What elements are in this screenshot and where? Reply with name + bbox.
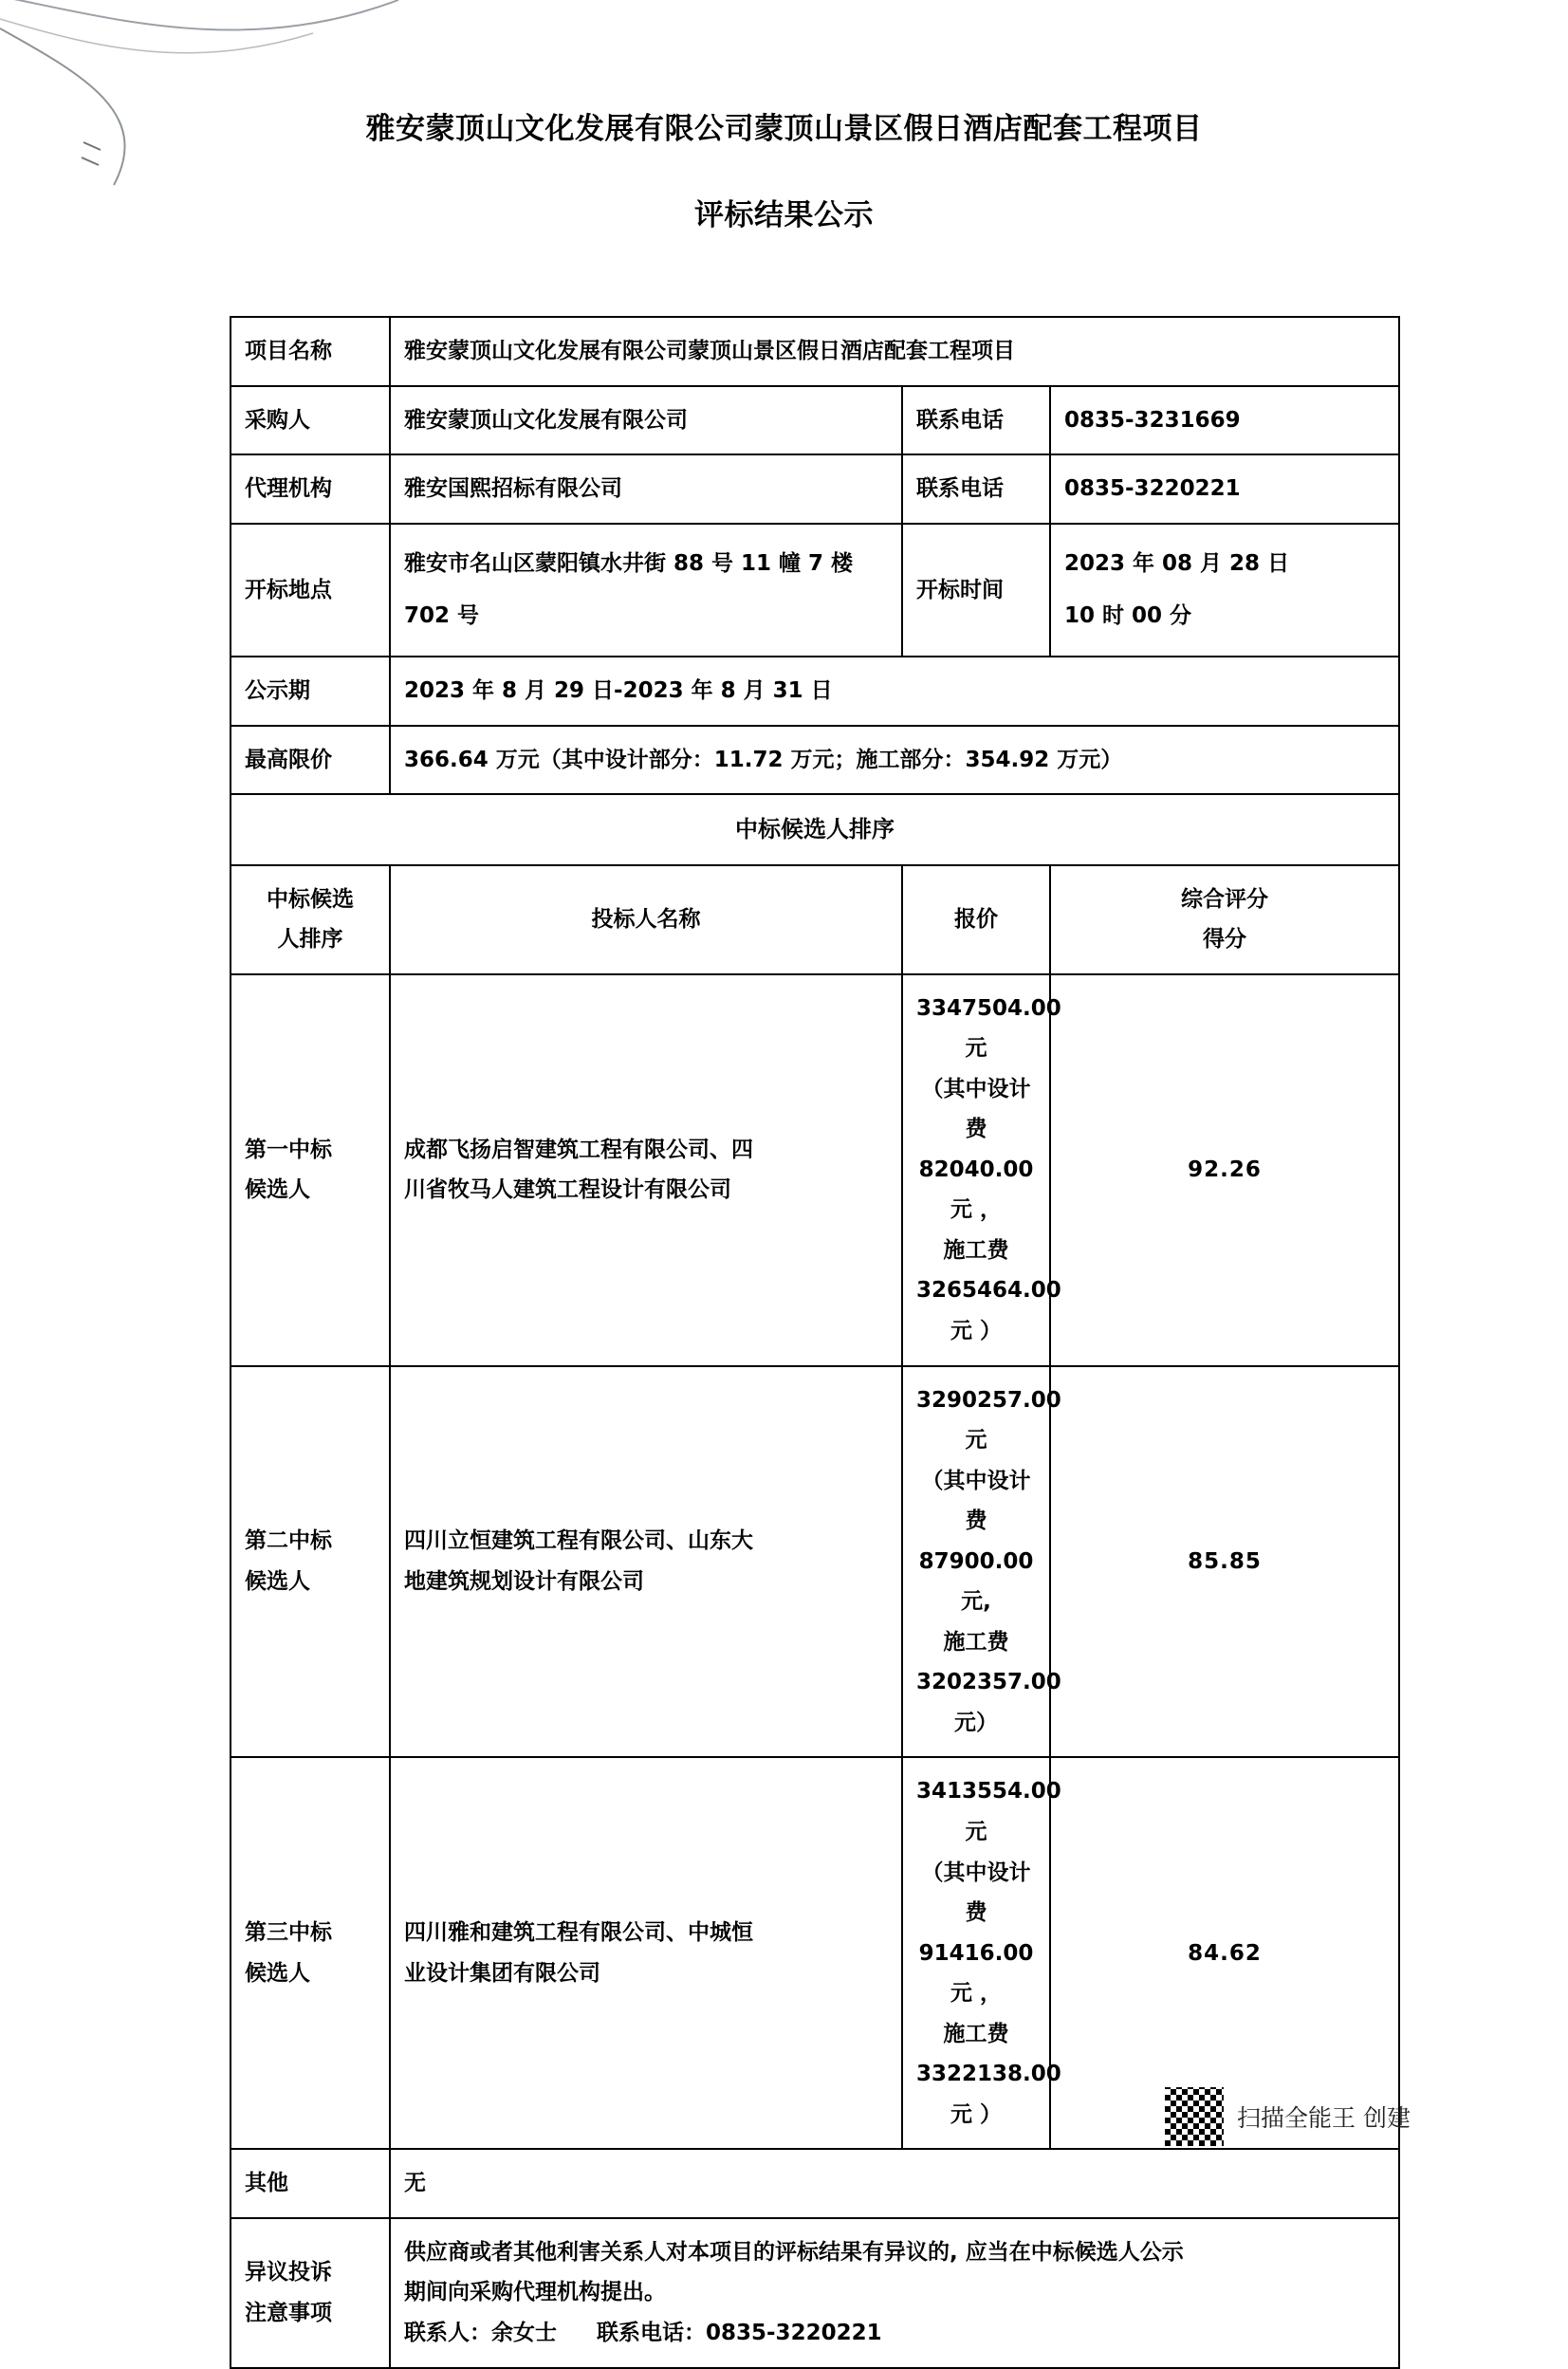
candidate-1-bidder xyxy=(390,974,902,1366)
candidate-2-bidder-line2: 地建筑规划设计有限公司 xyxy=(404,1568,644,1594)
table-row-public-period xyxy=(231,657,1399,726)
value-bid-time-line2: 10 时 00 分 xyxy=(1064,602,1192,628)
candidate-2-rank xyxy=(231,1366,390,1758)
value-agency: 雅安国熙招标有限公司 xyxy=(390,454,902,524)
label-objection xyxy=(231,2218,390,2368)
candidate-2-price xyxy=(902,1366,1061,1758)
table-row-max-price xyxy=(231,726,1399,795)
label-bid-place: 开标地点 xyxy=(231,524,390,657)
candidate-3-price-line2: （其中设计费 91416.00 元 ， xyxy=(918,1860,1034,2007)
candidate-3-rank-line1: 第三中标 xyxy=(245,1920,332,1946)
column-header-score xyxy=(1050,865,1399,974)
candidate-3-price xyxy=(902,1757,1061,2149)
candidate-1-rank-line1: 第一中标 xyxy=(245,1137,332,1162)
candidate-2-rank-line1: 第二中标 xyxy=(245,1528,332,1554)
footer-watermark xyxy=(1165,2087,1411,2146)
candidate-3-price-line1: 3413554.00 元 xyxy=(916,1779,1061,1844)
label-other: 其他 xyxy=(231,2149,390,2218)
label-agency-phone: 联系电话 xyxy=(902,454,1050,524)
document-title-block xyxy=(0,104,1568,233)
table-row-candidate-headers xyxy=(231,865,1399,974)
column-header-bidder: 投标人名称 xyxy=(390,865,902,974)
label-purchaser-phone: 联系电话 xyxy=(902,386,1050,455)
candidate-2-score: 85.85 xyxy=(1050,1366,1399,1758)
candidate-1-price-line2: （其中设计费 82040.00 元 ， xyxy=(918,1076,1034,1223)
candidate-3-score: 84.62 xyxy=(1050,1757,1399,2149)
candidate-1-bidder-line2: 川省牧马人建筑工程设计有限公司 xyxy=(404,1177,731,1203)
candidate-3-bidder xyxy=(390,1757,902,2149)
value-agency-phone: 0835-3220221 xyxy=(1050,454,1399,524)
candidate-1-score: 92.26 xyxy=(1050,974,1399,1366)
value-public-period: 2023 年 8 月 29 日-2023 年 8 月 31 日 xyxy=(390,657,1399,726)
label-objection-line1: 异议投诉 xyxy=(245,2260,332,2286)
candidate-3-price-line3: 施工费 3322138.00 元 ） xyxy=(916,2021,1061,2127)
table-row-other xyxy=(231,2149,1399,2218)
candidate-1-price-line3: 施工费 3265464.00 元 ） xyxy=(916,1237,1061,1343)
candidate-3-rank-line2: 候选人 xyxy=(245,1960,310,1986)
value-purchaser-phone: 0835-3231669 xyxy=(1050,386,1399,455)
table-row-bid-open xyxy=(231,524,1399,657)
objection-contact-person: 联系人：余女士 xyxy=(404,2321,557,2345)
candidate-3-bidder-line1: 四川雅和建筑工程有限公司、中城恒 xyxy=(404,1920,753,1946)
column-header-rank-line2: 人排序 xyxy=(277,927,343,953)
candidate-1-rank-line2: 候选人 xyxy=(245,1177,310,1203)
candidates-section-title: 中标候选人排序 xyxy=(231,794,1399,864)
table-row-project-name xyxy=(231,317,1399,386)
candidate-2-price-line3: 施工费 3202357.00 元） xyxy=(916,1629,1061,1735)
column-header-rank-line1: 中标候选 xyxy=(267,886,354,912)
candidate-1-price-line1: 3347504.00 元 xyxy=(916,995,1061,1062)
page-title-line2: 评标结果公示 xyxy=(694,198,874,232)
candidate-2-price-line2: （其中设计费 87900.00 元, xyxy=(918,1468,1034,1615)
qr-code-icon xyxy=(1165,2087,1224,2146)
table-row-agency xyxy=(231,454,1399,524)
value-bid-time xyxy=(1050,524,1399,657)
label-bid-time: 开标时间 xyxy=(902,524,1050,657)
objection-contact-phone: 联系电话：0835-3220221 xyxy=(597,2321,882,2345)
objection-text-line2: 期间向采购代理机构提出。 xyxy=(404,2280,666,2305)
label-max-price: 最高限价 xyxy=(231,726,390,795)
table-row-candidates-heading xyxy=(231,794,1399,864)
candidate-2-bidder-line1: 四川立恒建筑工程有限公司、山东大 xyxy=(404,1528,753,1554)
objection-contact-line xyxy=(404,2313,1385,2354)
value-purchaser: 雅安蒙顶山文化发展有限公司 xyxy=(390,386,902,455)
column-header-price: 报价 xyxy=(902,865,1050,974)
table-row-candidate-1 xyxy=(231,974,1399,1366)
announcement-table xyxy=(230,316,1400,2369)
column-header-rank xyxy=(231,865,390,974)
value-max-price: 366.64 万元（其中设计部分：11.72 万元；施工部分：354.92 万元） xyxy=(390,726,1399,795)
value-objection xyxy=(390,2218,1399,2368)
candidate-2-price-line1: 3290257.00 元 xyxy=(916,1387,1061,1453)
label-purchaser: 采购人 xyxy=(231,386,390,455)
table-row-objection xyxy=(231,2218,1399,2368)
table-row-candidate-2 xyxy=(231,1366,1399,1758)
candidate-2-rank-line2: 候选人 xyxy=(245,1568,310,1594)
value-bid-place: 雅安市名山区蒙阳镇水井街 88 号 11 幢 7 楼 702 号 xyxy=(390,524,902,657)
label-objection-line2: 注意事项 xyxy=(245,2300,332,2325)
column-header-score-line1: 综合评分 xyxy=(1181,886,1269,912)
column-header-score-line2: 得分 xyxy=(1203,927,1247,953)
page-title-line1: 雅安蒙顶山文化发展有限公司蒙顶山景区假日酒店配套工程项目 xyxy=(365,112,1203,146)
candidate-3-rank xyxy=(231,1757,390,2149)
label-public-period: 公示期 xyxy=(231,657,390,726)
value-bid-time-line1: 2023 年 08 月 28 日 xyxy=(1064,550,1290,576)
value-project-name: 雅安蒙顶山文化发展有限公司蒙顶山景区假日酒店配套工程项目 xyxy=(390,317,1399,386)
objection-text-line1: 供应商或者其他利害关系人对本项目的评标结果有异议的, 应当在中标候选人公示 xyxy=(404,2239,1184,2265)
label-agency: 代理机构 xyxy=(231,454,390,524)
label-project-name: 项目名称 xyxy=(231,317,390,386)
candidate-1-rank xyxy=(231,974,390,1366)
table-row-purchaser xyxy=(231,386,1399,455)
candidate-3-bidder-line2: 业设计集团有限公司 xyxy=(404,1960,600,1986)
candidate-2-bidder xyxy=(390,1366,902,1758)
watermark-text: 扫描全能王 创建 xyxy=(1237,2104,1411,2132)
value-other: 无 xyxy=(390,2149,1399,2218)
candidate-1-bidder-line1: 成都飞扬启智建筑工程有限公司、四 xyxy=(404,1137,753,1162)
candidate-1-price xyxy=(902,974,1061,1366)
